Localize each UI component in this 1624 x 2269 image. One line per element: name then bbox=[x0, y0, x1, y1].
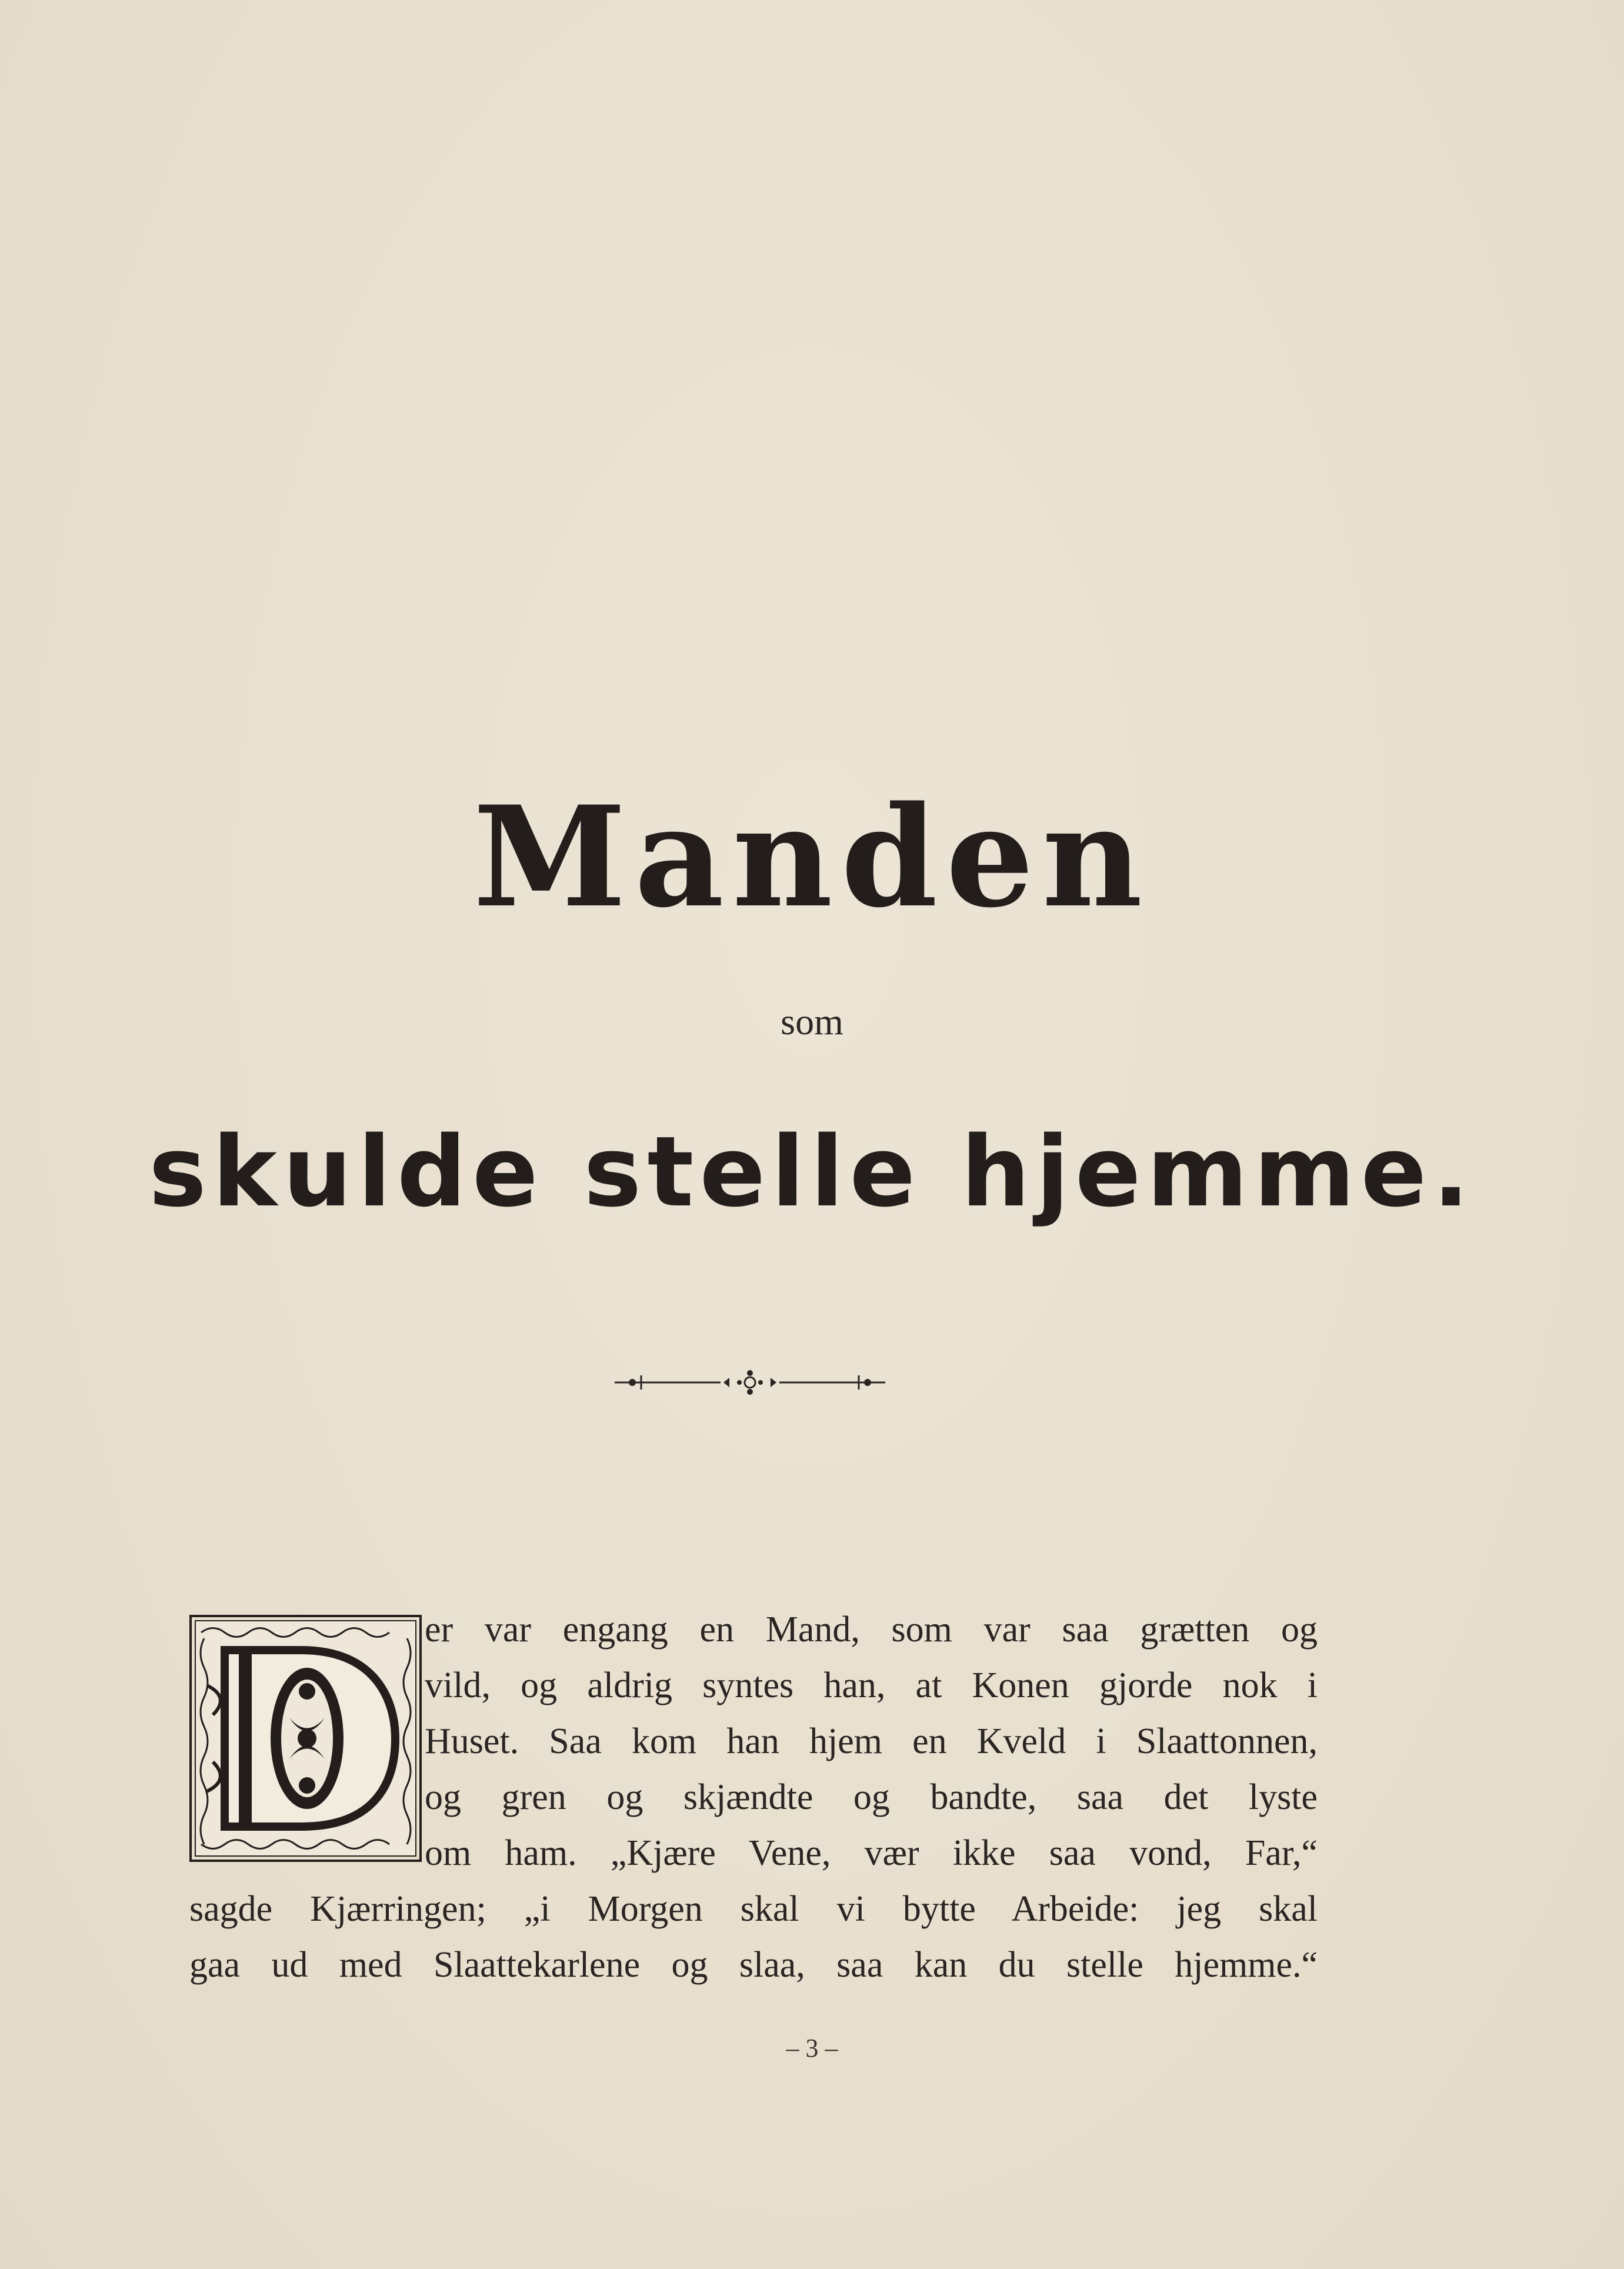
story-text bbox=[189, 1602, 1318, 1993]
text-line: gaa ud med Slaattekarlene og slaa, saa kan du stelle hjemme.“ bbox=[189, 1945, 1318, 1985]
ornament-divider-icon bbox=[615, 1365, 885, 1400]
text-line: vild, og aldrig syntes han, at Konen gjorde nok i bbox=[425, 1665, 1318, 1705]
text-line: Huset. Saa kom han hjem en Kveld i Slaattonnen, bbox=[425, 1721, 1318, 1761]
page-number: – 3 – bbox=[786, 2034, 838, 2063]
title-connector: som bbox=[781, 1001, 843, 1042]
text-line: sagde Kjærringen; „i Morgen skal vi bytte Arbeide: jeg skal bbox=[189, 1889, 1318, 1929]
text-line: om ham. „Kjære Vene, vær ikke saa vond, Far,“ bbox=[425, 1833, 1318, 1873]
story-title: Manden bbox=[473, 776, 1151, 938]
text-line: og gren og skjændte og bandte, saa det lyste bbox=[425, 1777, 1318, 1817]
story-subtitle: skulde stelle hjemme. bbox=[148, 1115, 1476, 1228]
text-line: er var engang en Mand, som var saa grætten og bbox=[425, 1610, 1318, 1650]
